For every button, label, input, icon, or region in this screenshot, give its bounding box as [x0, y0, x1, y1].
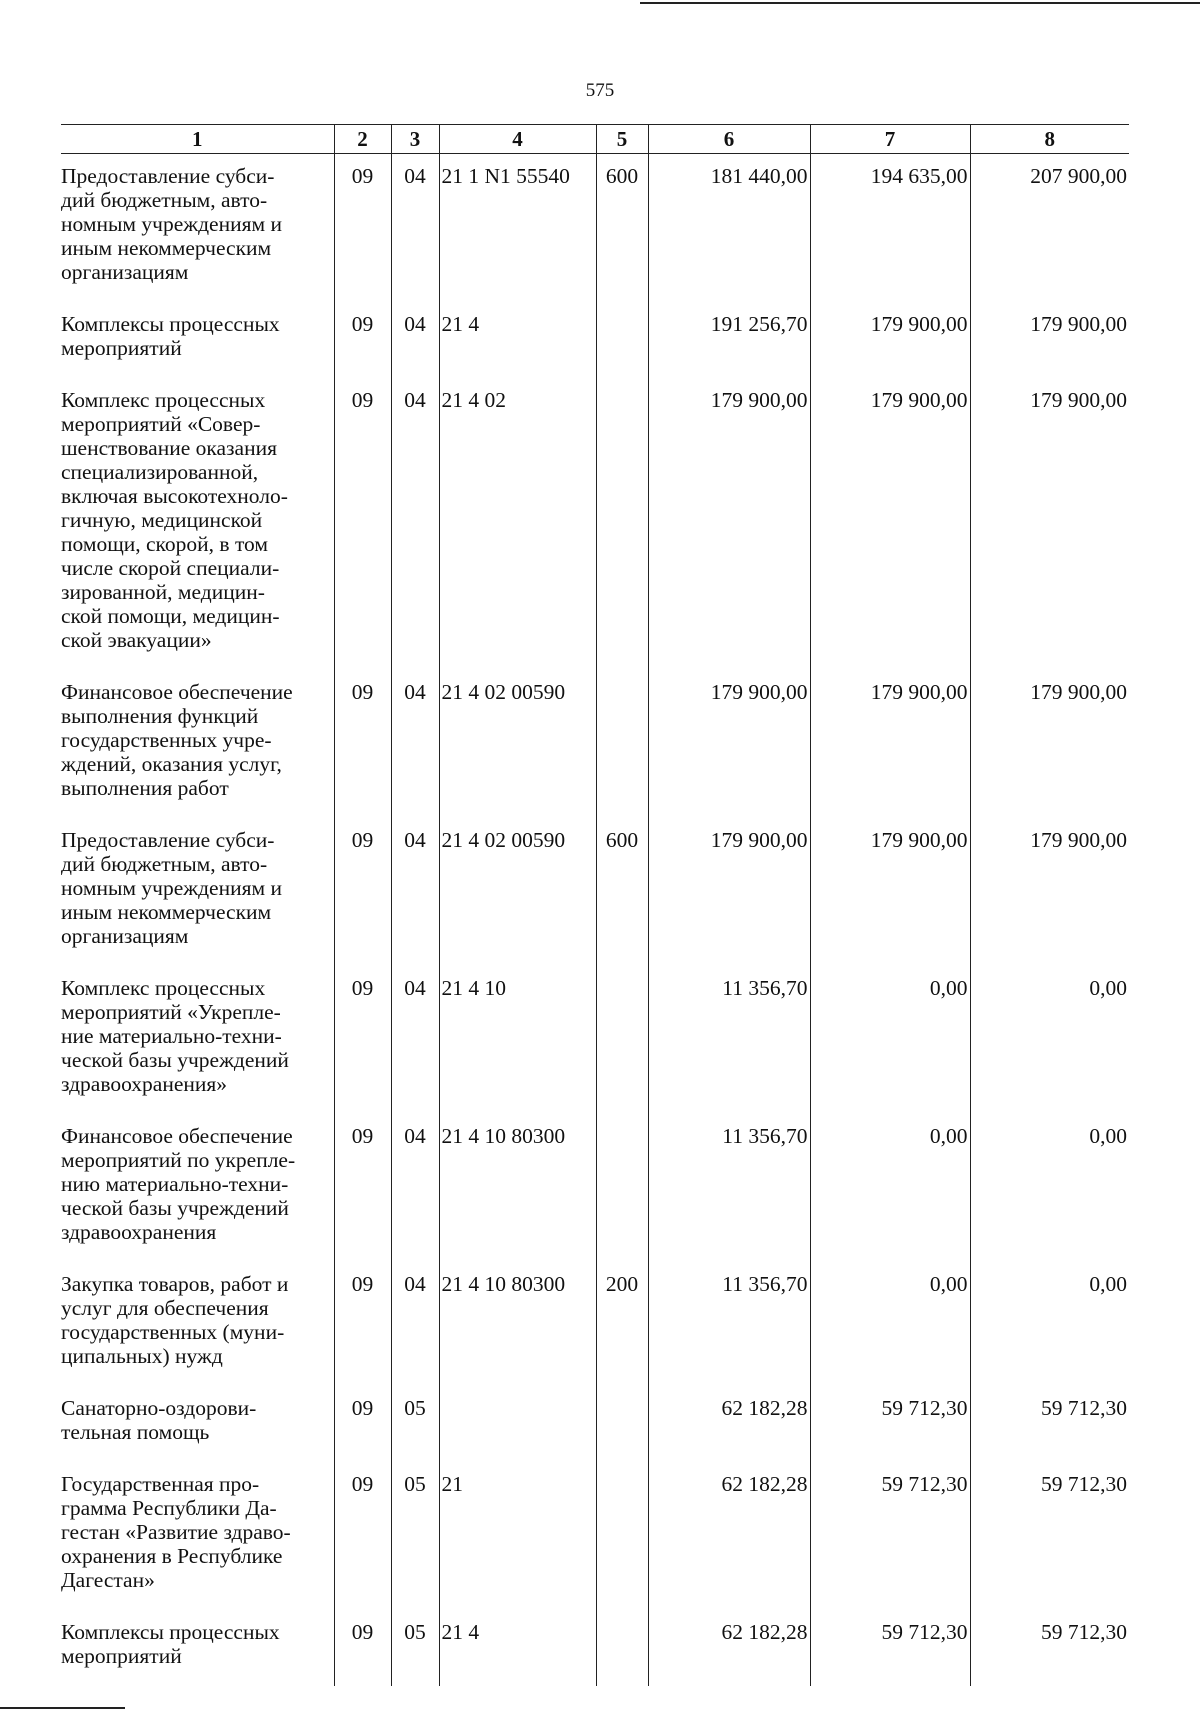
table-row	[61, 1462, 1129, 1610]
table-header	[61, 125, 1129, 154]
section-code: 09	[334, 1462, 391, 1610]
amount-col-7: 0,00	[810, 966, 970, 1114]
amount-col-8: 179 900,00	[970, 670, 1129, 818]
amount-col-8: 179 900,00	[970, 302, 1129, 378]
amount-col-8: 179 900,00	[970, 818, 1129, 966]
row-name: Финансовое обеспечение выполнения функций государственных учре- ждений, оказания услуг, выполнения работ	[61, 680, 293, 800]
table-body	[61, 154, 1129, 1687]
amount-col-6: 181 440,00	[648, 154, 810, 303]
header-col-2: 2	[334, 125, 391, 154]
section-code: 09	[334, 966, 391, 1114]
amount-col-7: 179 900,00	[810, 302, 970, 378]
table-row	[61, 302, 1129, 378]
amount-col-7: 179 900,00	[810, 378, 970, 670]
expense-type-code: 200	[596, 1262, 648, 1386]
section-code: 09	[334, 378, 391, 670]
row-name: Комплекс процессных мероприятий «Укрепле- ние материально-техни- ческой базы учреждений здравоохранения»	[61, 976, 289, 1096]
amount-col-7: 0,00	[810, 1262, 970, 1386]
row-name: Финансовое обеспечение мероприятий по укрепле- нию материально-техни- ческой базы учреждений здравоохранения	[61, 1124, 296, 1244]
header-col-4: 4	[439, 125, 596, 154]
row-name: Комплексы процессных мероприятий	[61, 312, 280, 360]
amount-col-8: 59 712,30	[970, 1462, 1129, 1610]
section-code: 09	[334, 302, 391, 378]
amount-col-7: 179 900,00	[810, 818, 970, 966]
amount-col-6: 179 900,00	[648, 818, 810, 966]
row-name: Закупка товаров, работ и услуг для обеспечения государственных (муни- ципальных) нужд	[61, 1272, 289, 1368]
section-code: 09	[334, 818, 391, 966]
amount-col-8: 207 900,00	[970, 154, 1129, 303]
section-code: 09	[334, 1114, 391, 1262]
amount-col-7: 179 900,00	[810, 670, 970, 818]
target-article-code: 21 4	[439, 302, 596, 378]
section-code: 09	[334, 154, 391, 303]
amount-col-6: 11 356,70	[648, 1262, 810, 1386]
amount-col-8: 179 900,00	[970, 378, 1129, 670]
table-row	[61, 818, 1129, 966]
amount-col-7: 0,00	[810, 1114, 970, 1262]
row-name: Комплексы процессных мероприятий	[61, 1620, 280, 1668]
amount-col-8: 0,00	[970, 1262, 1129, 1386]
table-row	[61, 1114, 1129, 1262]
amount-col-6: 62 182,28	[648, 1610, 810, 1686]
amount-col-7: 59 712,30	[810, 1462, 970, 1610]
expense-type-code	[596, 966, 648, 1114]
target-article-code	[439, 1386, 596, 1462]
header-col-3: 3	[391, 125, 439, 154]
section-code: 09	[334, 1262, 391, 1386]
subsection-code: 04	[391, 818, 439, 966]
table-row	[61, 1386, 1129, 1462]
subsection-code: 04	[391, 1262, 439, 1386]
amount-col-7: 59 712,30	[810, 1610, 970, 1686]
amount-col-8: 59 712,30	[970, 1610, 1129, 1686]
expense-type-code	[596, 302, 648, 378]
table-row	[61, 154, 1129, 303]
expense-type-code: 600	[596, 818, 648, 966]
budget-table	[61, 124, 1129, 1686]
target-article-code: 21 4 10 80300	[439, 1262, 596, 1386]
header-col-6: 6	[648, 125, 810, 154]
section-code: 09	[334, 1610, 391, 1686]
section-code: 09	[334, 1386, 391, 1462]
subsection-code: 04	[391, 154, 439, 303]
amount-col-6: 62 182,28	[648, 1386, 810, 1462]
subsection-code: 04	[391, 1114, 439, 1262]
row-name: Предоставление субси- дий бюджетным, авто- номным учреждениям и иным некоммерческим организациям	[61, 164, 282, 284]
expense-type-code: 600	[596, 154, 648, 303]
target-article-code: 21 4 02 00590	[439, 818, 596, 966]
target-article-code: 21	[439, 1462, 596, 1610]
amount-col-8: 59 712,30	[970, 1386, 1129, 1462]
amount-col-8: 0,00	[970, 966, 1129, 1114]
subsection-code: 04	[391, 378, 439, 670]
row-name: Государственная про- грамма Республики Да- гестан «Развитие здраво- охранения в Республике Дагестан»	[61, 1472, 291, 1592]
amount-col-7: 59 712,30	[810, 1386, 970, 1462]
subsection-code: 05	[391, 1386, 439, 1462]
target-article-code: 21 4 10	[439, 966, 596, 1114]
expense-type-code	[596, 1610, 648, 1686]
amount-col-6: 11 356,70	[648, 1114, 810, 1262]
header-col-7: 7	[810, 125, 970, 154]
target-article-code: 21 4 02	[439, 378, 596, 670]
subsection-code: 05	[391, 1610, 439, 1686]
amount-col-6: 11 356,70	[648, 966, 810, 1114]
table-row	[61, 966, 1129, 1114]
row-name: Санаторно-оздорови- тельная помощь	[61, 1396, 257, 1444]
target-article-code: 21 1 N1 55540	[439, 154, 596, 303]
table-row	[61, 670, 1129, 818]
header-col-5: 5	[596, 125, 648, 154]
amount-col-6: 191 256,70	[648, 302, 810, 378]
expense-type-code	[596, 1114, 648, 1262]
row-name: Предоставление субси- дий бюджетным, авто- номным учреждениям и иным некоммерческим организациям	[61, 828, 282, 948]
subsection-code: 04	[391, 302, 439, 378]
target-article-code: 21 4 02 00590	[439, 670, 596, 818]
target-article-code: 21 4 10 80300	[439, 1114, 596, 1262]
subsection-code: 05	[391, 1462, 439, 1610]
subsection-code: 04	[391, 670, 439, 818]
expense-type-code	[596, 378, 648, 670]
section-code: 09	[334, 670, 391, 818]
expense-type-code	[596, 1386, 648, 1462]
table-row	[61, 1610, 1129, 1686]
bottom-rule	[0, 1707, 125, 1709]
expense-type-code	[596, 670, 648, 818]
row-name: Комплекс процессных мероприятий «Совер- шенствование оказания специализированной, включая высокотехноло- гичную, медицинской помощи, скорой, в том числе скорой специали- зированной, медицин- ской помощи, медицин- ской эвакуации»	[61, 388, 288, 652]
table-row	[61, 1262, 1129, 1386]
amount-col-7: 194 635,00	[810, 154, 970, 303]
subsection-code: 04	[391, 966, 439, 1114]
amount-col-6: 179 900,00	[648, 670, 810, 818]
amount-col-6: 179 900,00	[648, 378, 810, 670]
table-row	[61, 378, 1129, 670]
page-number: 575	[585, 80, 615, 101]
amount-col-6: 62 182,28	[648, 1462, 810, 1610]
header-col-8: 8	[970, 125, 1129, 154]
header-col-1: 1	[61, 125, 334, 154]
amount-col-8: 0,00	[970, 1114, 1129, 1262]
top-rule	[640, 2, 1200, 4]
expense-type-code	[596, 1462, 648, 1610]
target-article-code: 21 4	[439, 1610, 596, 1686]
